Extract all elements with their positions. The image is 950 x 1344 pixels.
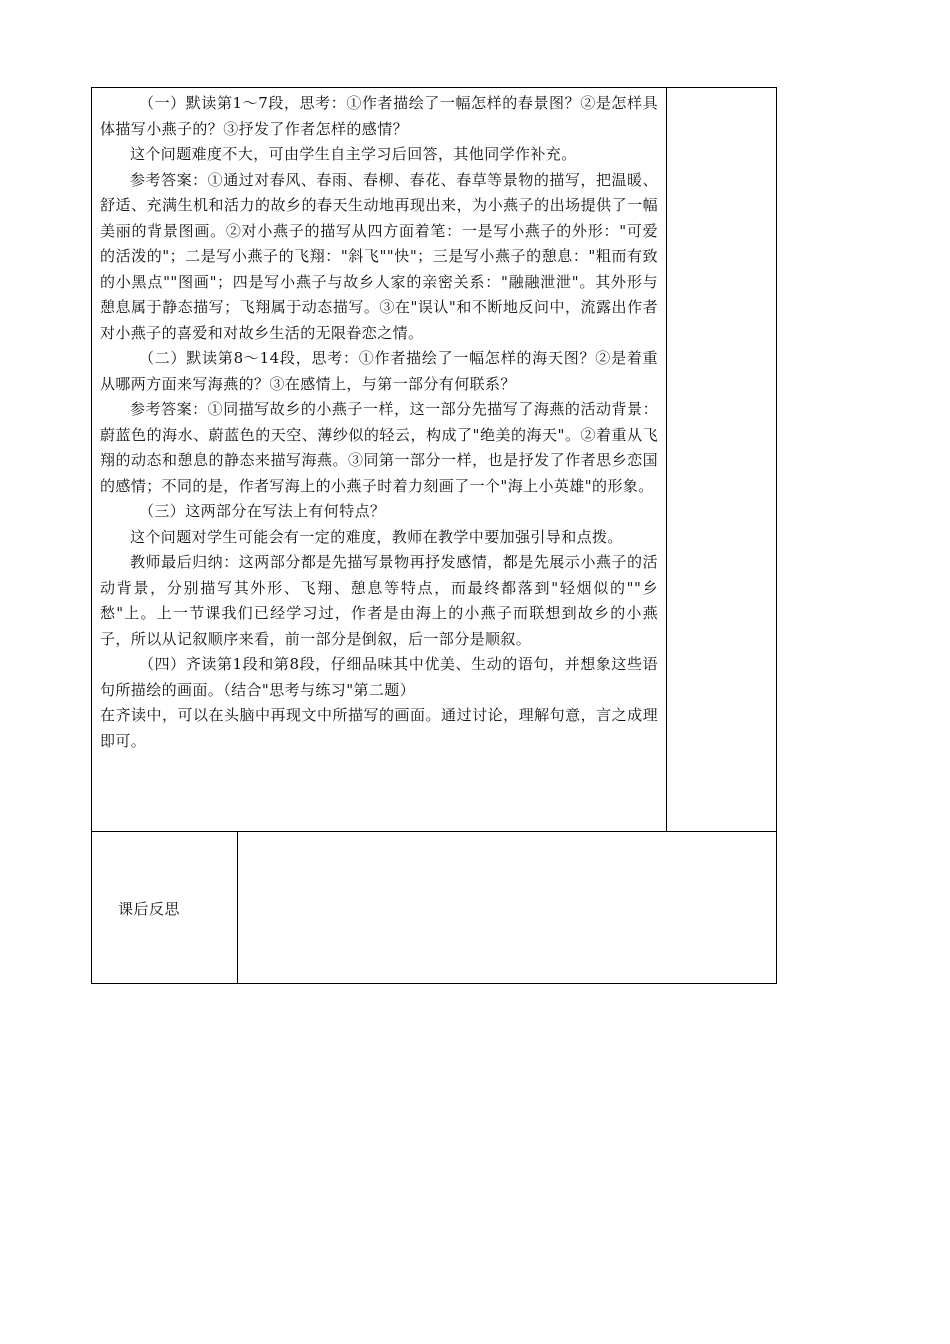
question-four: （四）齐读第1段和第8段，仔细品味其中优美、生动的语句，并想象这些语句所描绘的画面。（结合"思考与练习"第二题） [100,655,658,699]
question-one-answer: 参考答案：①通过对春风、春雨、春柳、春花、春草等景物的描写，把温暖、舒适、充满生机和活力的故乡的春天生动地再现出来，为小燕子的出场提供了一幅美丽的背景图画。②对小燕子的描写从四方面着笔：一是写小燕子的外形："可爱的活泼的"；二是写小燕子的飞翔："斜飞""快"；三是写小燕子的憩息："粗而有致的小黑点""图画"；四是写小燕子与故乡人家的亲密关系："融融泄泄"。其外形与憩息属于静态描写；飞翔属于动态描写。③在"误认"和不断地反问中，流露出作者对小燕子的喜爱和对故乡生活的无限眷恋之情。 [100,170,658,342]
question-three-note: 这个问题对学生可能会有一定的难度，教师在教学中要加强引导和点拨。 [130,527,623,546]
reflection-label: 课后反思 [118,900,181,918]
question-four-note: 在齐读中，可以在头脑中再现文中所描写的画面。通过讨论，理解句意，言之成理即可。 [100,706,658,750]
question-one-note: 这个问题难度不大，可由学生自主学习后回答，其他同学作补充。 [130,145,577,163]
teaching-content-row [91,87,777,832]
question-three: （三）这两部分在写法上有何特点？ [139,502,386,520]
teaching-content-cell [92,88,667,831]
question-one: （一）默读第1～7段，思考：①作者描绘了一幅怎样的春景图？②是怎样具体描写小燕子的？③抒发了作者怎样的感情？ [100,94,658,138]
reflection-row [91,831,777,984]
side-notes-cell [667,88,777,831]
reflection-content-cell [238,832,776,983]
reflection-label-cell [92,832,238,983]
question-two-answer: 参考答案：①同描写故乡的小燕子一样，这一部分先描写了海燕的活动背景：蔚蓝色的海水、蔚蓝色的天空、薄纱似的轻云，构成了"绝美的海天"。②着重从飞翔的动态和憩息的静态来描写海燕。③同第一部分一样，也是抒发了作者思乡恋国的感情；不同的是，作者写海上的小燕子时着力刻画了一个"海上小英雄"的形象。 [100,400,658,495]
question-three-summary: 教师最后归纳：这两部分都是先描写景物再抒发感情，都是先展示小燕子的活动背景，分别描写其外形、飞翔、憩息等特点，而最终都落到"轻烟似的""乡愁"上。上一节课我们已经学习过，作者是由海上的小燕子而联想到故乡的小燕子，所以从记叙顺序来看，前一部分是倒叙，后一部分是顺叙。 [100,553,658,648]
question-two: （二）默读第8～14段，思考：①作者描绘了一幅怎样的海天图？②是着重从哪两方面来写海燕的？③在感情上，与第一部分有何联系？ [100,349,658,393]
